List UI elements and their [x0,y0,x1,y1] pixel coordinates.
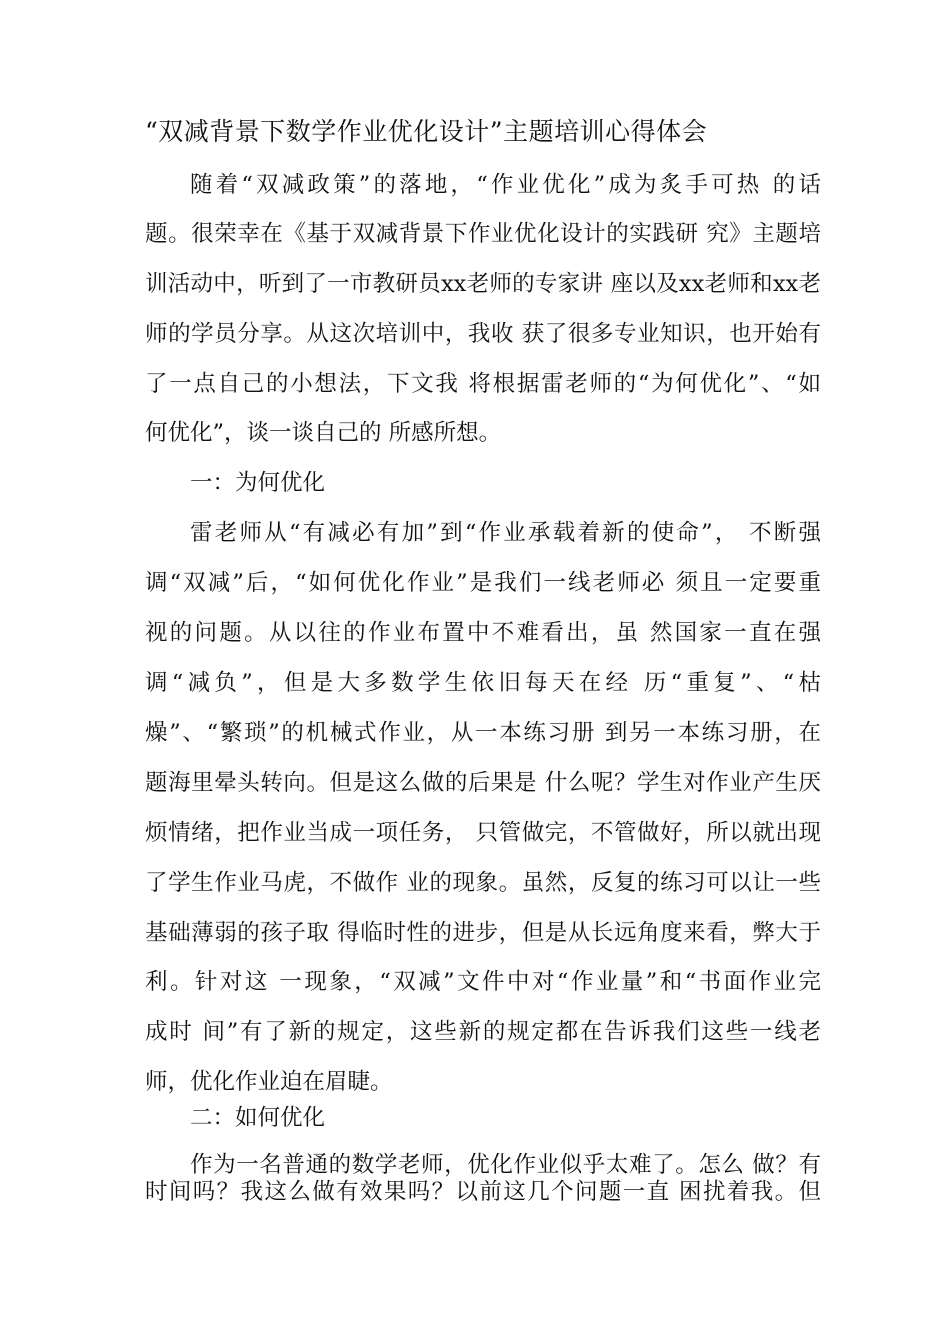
paragraph-line: 雷老师从“有减必有加”到“作业承载着新的使命”， 不断强 [190,520,821,546]
paragraph-line: 师的学员分享。从这次培训中，我收 获了很多专业知识，也开始有 [145,321,821,347]
paragraph-line: 燥”、“繁琐”的机械式作业，从一本练习册 到另一本练习册，在 [145,720,821,746]
paragraph-line: 了学生作业马虎，不做作 业的现象。虽然，反复的练习可以让一些 [145,870,821,896]
paragraph-line: 调“减负”，但是大多数学生依旧每天在经 历“重复”、“枯 [145,670,821,696]
paragraph-line: 题。很荣幸在《基于双减背景下作业优化设计的实践研 究》主题培 [145,221,821,247]
paragraph-line: 烦情绪，把作业当成一项任务， 只管做完，不管做好，所以就出现 [145,820,821,846]
paragraph-line: 成时 间”有了新的规定，这些新的规定都在告诉我们这些一线老 [145,1019,821,1045]
paragraph-line: 视的问题。从以往的作业布置中不难看出，虽 然国家一直在强 [145,620,821,646]
paragraph-line: 随着“双减政策”的落地，“作业优化”成为炙手可热 的话 [190,172,821,198]
paragraph-line: 了一点自己的小想法，下文我 将根据雷老师的“为何优化”、“如 [145,371,821,397]
paragraph-line: 利。针对这 一现象，“双减”文件中对“作业量”和“书面作业完 [145,969,821,995]
paragraph-line: 作为一名普通的数学老师，优化作业似乎太难了。怎么 做？有 [190,1152,821,1178]
paragraph-line: 基础薄弱的孩子取 得临时性的进步，但是从长远角度来看，弊大于 [145,920,821,946]
paragraph-line: 训活动中，听到了一市教研员xx老师的专家讲 座以及xx老师和xx老 [145,271,821,297]
paragraph-line: 题海里晕头转向。但是这么做的后果是 什么呢？学生对作业产生厌 [145,770,821,796]
paragraph-line: 时间吗？我这么做有效果吗？以前这几个问题一直 困扰着我。但 [145,1179,821,1205]
document-title: “双减背景下数学作业优化设计”主题培训心得体会 [145,117,708,146]
section-heading: 二：如何优化 [190,1105,326,1131]
paragraph-line: 调“双减”后，“如何优化作业”是我们一线老师必 须且一定要重 [145,570,821,596]
section-heading: 一：为何优化 [190,470,326,496]
paragraph-line: 师，优化作业迫在眉睫。 [145,1069,393,1095]
paragraph-line: 何优化”，谈一谈自己的 所感所想。 [145,420,502,446]
